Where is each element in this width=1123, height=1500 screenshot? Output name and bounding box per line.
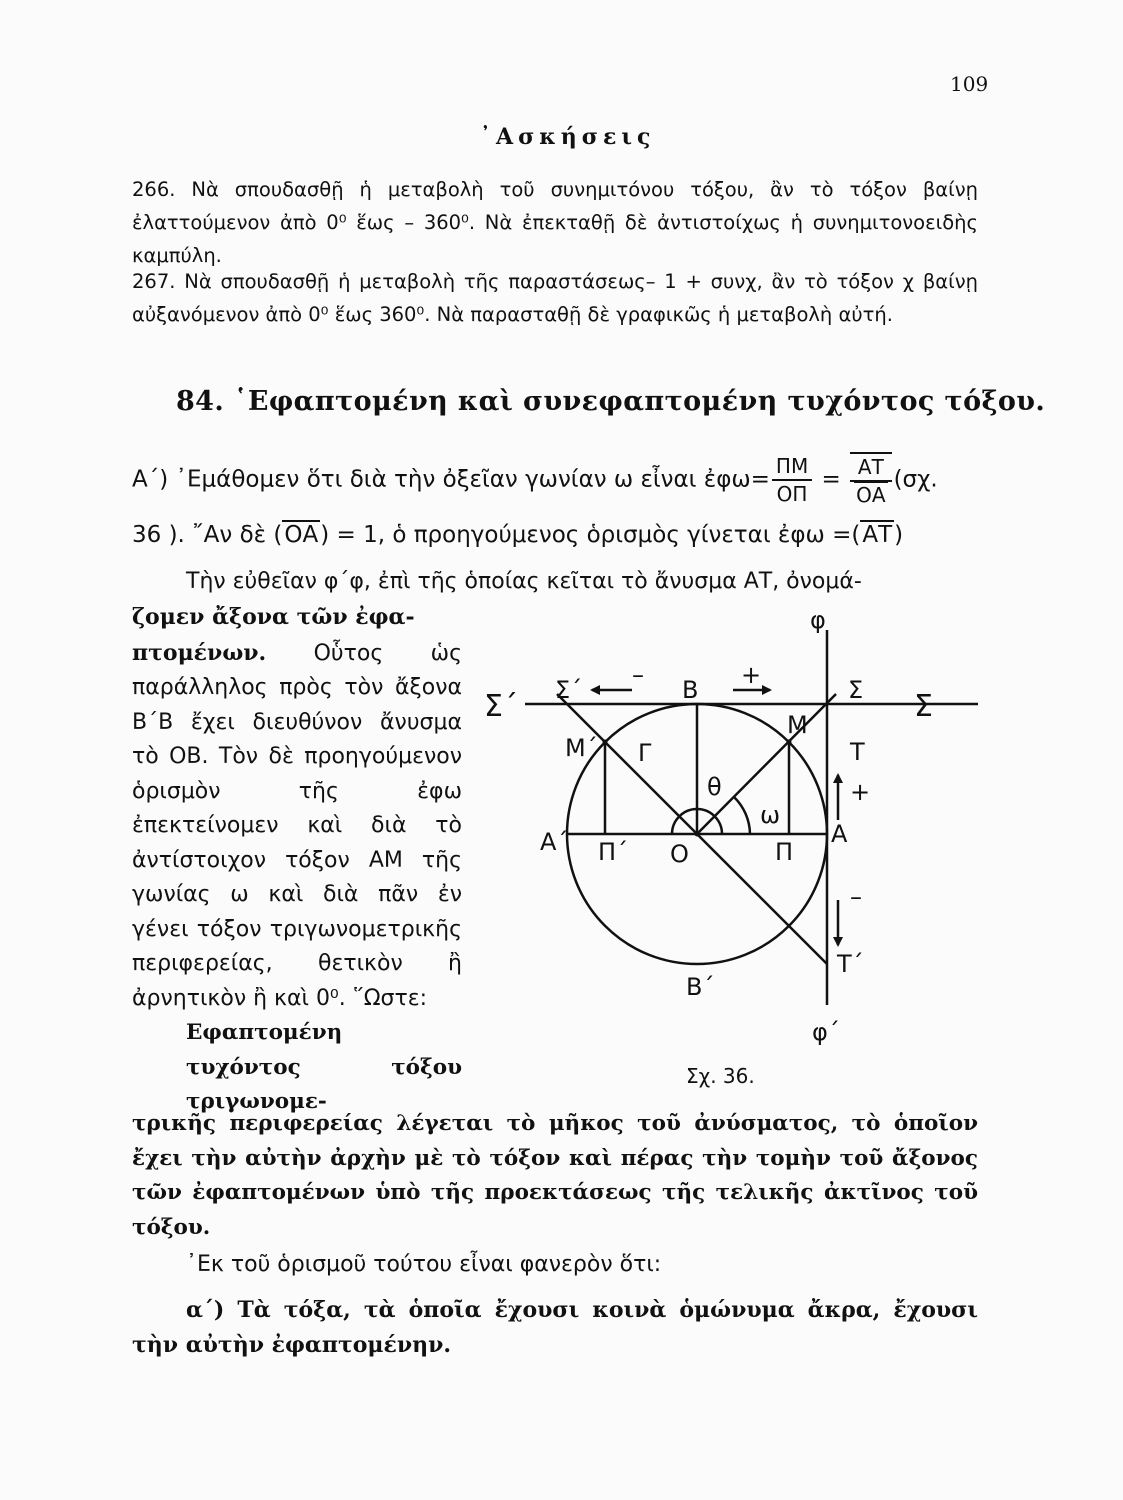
vector-at: ΑΤ [862, 522, 893, 548]
label-o: Ο [670, 840, 689, 868]
vector-oa: ΟΑ [284, 522, 319, 548]
line-a-prefix: Α΄) ᾿Εμάθομεν ὅτι διὰ τὴν ὀξεῖαν γωνίαν ω εἶναι ἐφω= [132, 466, 770, 493]
label-omega: ω [760, 801, 781, 829]
definition-start: Εφαπτομένη τυχόντος τόξου τριγωνομε- [186, 1020, 462, 1114]
arrow-head [833, 937, 843, 947]
point-mprime [603, 740, 608, 745]
tangent-definition-line: Α΄) ᾿Εμάθομεν ὅτι διὰ τὴν ὀξεῖαν γωνίαν ω εἶναι ἐφω= $\frac{\Pi M}{O\Pi}$ = $\frac{AT}{OA}$ (σχ. [132, 454, 938, 507]
fraction-denominator: ΟΠ [776, 482, 808, 506]
label-t: Τ [850, 738, 865, 766]
label-phi-prime: φ΄ [812, 1018, 840, 1046]
axis-paragraph-column: ζομεν ἄξονα τῶν ἐφα- πτομένων. Οὗτος ὡς παράλληλος πρὸς τὸν ἄξονα Β΄Β ἔχει διευθύνον ἄνυσμα τὸ ΟΒ. Τὸν δὲ προηγούμενον ὁρισμὸν τῆς ἐφω ἐπεκτείνομεν καὶ διὰ τὸ ἀντίστοιχον τόξον ΑΜ τῆς γωνίας ω καὶ διὰ πᾶν ἐν γένει τόξον τριγωνομετρικῆς περιφερείας, θετικὸν ἢ ἀρνητικὸν ἢ καὶ 0⁰. ῞Ωστε: Εφαπτομένη τυχόντος τόξου τριγωνομε- [132, 600, 462, 1120]
tangent-unit-line: 36 ). ῎Αν δὲ (ΟΑ) = 1, ὁ προηγούμενος ὁρισμὸς γίνεται ἐφω =(ΑΤ) [132, 522, 904, 548]
label-sigma-left-big: Σ΄ [484, 689, 518, 724]
exercise-267: 267. Νὰ σπουδασθῇ ἡ μεταβολὴ τῆς παραστάσεως– 1 + συνχ, ἂν τὸ τόξον χ βαίνῃ αὐξανόμενον ἀπὸ 0⁰ ἕως 360⁰. Νὰ παρασταθῇ δὲ γραφικῶς ἡ μεταβολὴ αὐτή. [132, 270, 978, 326]
label-minus-top: – [632, 661, 644, 689]
definition-continued: τρικῆς περιφερείας λέγεται τὸ μῆκος τοῦ ἀνύσματος, τὸ ὁποῖον ἔχει τὴν αὐτὴν ἀρχὴν μὲ τὸ τόξον καὶ πέρας τὴν τομὴν τοῦ ἄξονος τῶν ἐφαπτομένων ὑπὸ τῆς προεκτάσεως τῆς τελικῆς ἀκτῖνος τοῦ τόξου. [132, 1111, 978, 1240]
label-phi: φ [810, 606, 826, 634]
label-gamma: Γ [638, 739, 652, 767]
consequence-intro: ᾿Εκ τοῦ ὁρισμοῦ τούτου εἶναι φανερὸν ὅτι: [186, 1252, 662, 1277]
label-a-prime: Α΄ [540, 828, 569, 856]
fraction-denominator: ΟΑ [856, 483, 886, 507]
label-m: Μ [787, 711, 808, 739]
label-plus-right: + [850, 778, 871, 806]
property-a: α΄) Τὰ τόξα, τὰ ὁποῖα ἔχουσι κοινὰ ὁμώνυμα ἄκρα, ἔχουσι τὴν αὐτὴν ἐφαπτομένην. [132, 1297, 978, 1358]
label-b-prime: Β΄ [686, 973, 715, 1001]
exercises-heading: ᾿Ασκήσεις [480, 124, 656, 150]
angle-omega-arc [734, 797, 750, 834]
arrow-head [833, 773, 843, 783]
point-o [695, 832, 700, 837]
section-title: 84. ῾Εφαπτομένη καὶ συνεφαπτομένη τυχόντος τόξου. [176, 386, 1046, 417]
fraction-numerator: ΑΤ [850, 452, 891, 482]
label-sigma-right-small: Σ [848, 676, 864, 704]
arrow-head [590, 685, 600, 695]
label-sigma-left-small: Σ΄ [555, 676, 583, 704]
axis-paragraph-first-line: Τὴν εὐθεῖαν φ΄φ, ἐπὶ τῆς ὁποίας κεῖται τὸ ἄνυσμα ΑΤ, ὀνομά- [186, 569, 862, 594]
figure-caption: Σχ. 36. [686, 1064, 755, 1088]
point-m [787, 740, 792, 745]
label-m-prime: Μ΄ [565, 734, 598, 762]
arrow-head [762, 685, 772, 695]
line-a-suffix: (σχ. [893, 466, 938, 493]
label-sigma-right-big: Σ [914, 689, 933, 724]
label-p: Π [775, 838, 794, 866]
label-theta: θ [707, 773, 722, 801]
page-number: 109 [950, 72, 989, 96]
exercise-266: 266. Νὰ σπουδασθῇ ἡ μεταβολὴ τοῦ συνημιτόνου τόξου, ἂν τὸ τόξον βαίνῃ ἐλαττούμενον ἀπὸ 0⁰ ἕως – 360⁰. Νὰ ἐπεκταθῇ δὲ ἀντιστοίχως ἡ συνημιτονοειδὴς καμπύλη. [132, 178, 978, 267]
label-b: Β [682, 676, 699, 704]
label-a: Α [831, 820, 848, 848]
label-t-prime: Τ΄ [837, 950, 864, 978]
label-plus-top: + [741, 661, 762, 689]
fraction-numerator: ΠΜ [772, 453, 812, 481]
label-p-prime: Π΄ [598, 838, 629, 866]
label-minus-right: – [850, 883, 862, 911]
